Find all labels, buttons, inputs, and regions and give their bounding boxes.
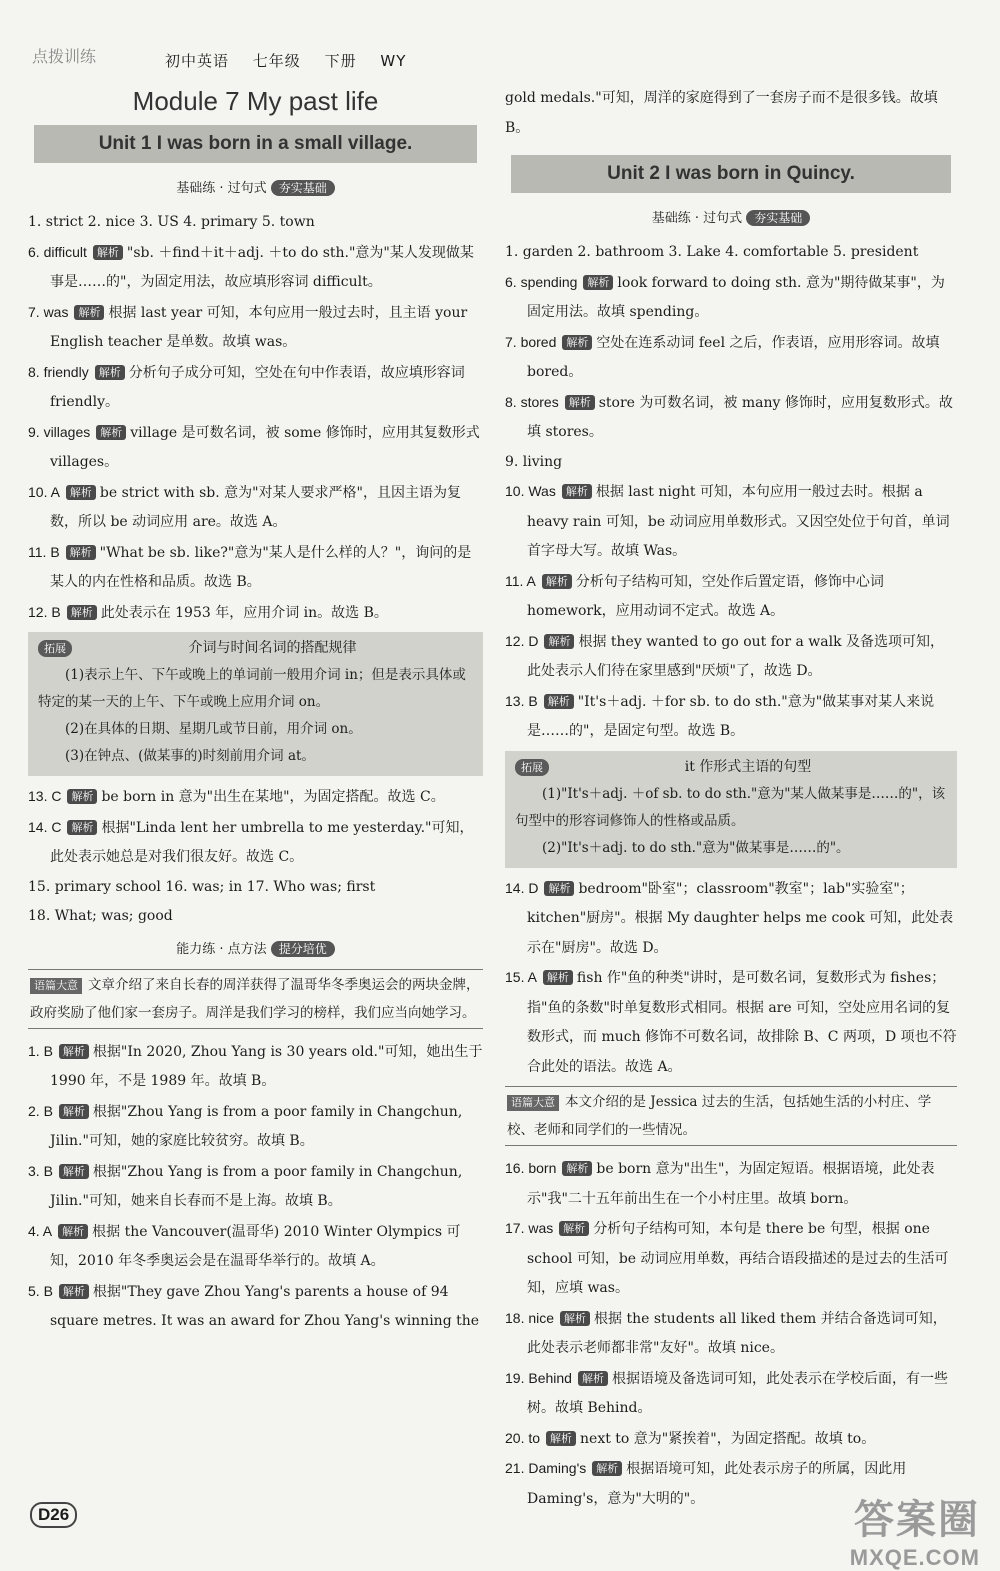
analysis-tag: 解析: [59, 1284, 89, 1299]
answer-item: 18. nice 解析 根据 the students all liked them 并结合备选词可知，此处表示老师都非常"友好"。故填 nice。: [505, 1309, 947, 1356]
analysis-tag: 解析: [583, 275, 613, 290]
analysis-tag: 解析: [544, 634, 574, 649]
analysis-tag: 解析: [562, 335, 592, 350]
analysis-tag: 解析: [66, 485, 96, 500]
answer-item: 17. was 解析 分析句子结构可知，本句是 there be 句型，根据 one school 可知，be 动词应用单数，再结合语段描述的是过去的生活可知，应填 was。: [505, 1220, 949, 1296]
passage-summary: 语篇大意 本文介绍的是 Jessica 过去的生活，包括她生活的小村庄、学校、老师和同学们的一些情况。: [505, 1086, 957, 1146]
analysis-tag: 解析: [59, 1044, 89, 1059]
answer-item: 2. B 解析 根据"Zhou Yang is from a poor family in Changchun, Jilin."可知，她的家庭比较贫穷。故填 B。: [28, 1102, 463, 1149]
analysis-tag: 解析: [58, 1224, 88, 1239]
brand-logo: 点拨训练: [32, 47, 97, 66]
header-book: 初中英语: [165, 52, 230, 70]
answer-item: 11. A 解析 分析句子结构可知，空处作后置定语，修饰中心词 homework，应用动词不定式。故选 A。: [505, 572, 884, 619]
answer-item: 6. difficult 解析 "sb. ＋find＋it＋adj. ＋to do sth."意为"某人发现做某事是……的"，为固定用法，故应填形容词 difficult。: [28, 243, 474, 290]
answer-item: 15. A 解析 fish 作"鱼的种类"讲时，是可数名词，复数形式为 fishes；指"鱼的条数"时单复数形式相同。根据 are 可知，空处应用名词的复数形式，而 much 修饰不可数名词，故排除 B、C 两项，D 项也不符合此处的语法。故选 A。: [505, 969, 957, 1075]
answer-item: 1. B 解析 根据"In 2020, Zhou Yang is 30 years old."可知，她出生于 1990 年，不是 1989 年。故填 B。: [28, 1042, 483, 1089]
section-basic-label: 基础练 · 过句式 夯实基础: [28, 177, 483, 196]
answer-item: 9. villages 解析 village 是可数名词，被 some 修饰时，应用其复数形式 villages。: [28, 423, 480, 470]
answer-item: 21. Daming's 解析 根据语境可知，此处表示房子的所属，因此用 Daming's，意为"大明的"。: [505, 1460, 907, 1507]
tip-title: it 作形式主语的句型: [684, 758, 812, 775]
tip-tag: 拓展: [38, 640, 72, 657]
answer-item: 4. A 解析 根据 the Vancouver(温哥华) 2010 Winter Olympics 可知，2010 年冬季奥运会是在温哥华举行的。故填 A。: [28, 1222, 461, 1269]
passage-summary: 语篇大意 文章介绍了来自长春的周洋获得了温哥华冬季奥运会的两块金牌，政府奖励了他们家一套房子。周洋是我们学习的榜样，我们应当向她学习。: [28, 969, 483, 1029]
answer-line: 15. primary school 16. was; in 17. Who was; first: [28, 878, 376, 895]
analysis-tag: 解析: [59, 1104, 89, 1119]
analysis-tag: 解析: [67, 605, 97, 620]
analysis-tag: 解析: [560, 1311, 590, 1326]
answer-item: 14. C 解析 根据"Linda lent her umbrella to me yesterday."可知，此处表示她总是对我们很友好。故选 C。: [28, 818, 474, 865]
answer-line: 1. strict 2. nice 3. US 4. primary 5. town: [28, 214, 315, 230]
answer-item: 7. was 解析 根据 last year 可知，本句应用一般过去时，且主语 your English teacher 是单数。故填 was。: [28, 303, 468, 350]
analysis-tag: 解析: [67, 820, 97, 835]
analysis-tag: 解析: [578, 1371, 608, 1386]
analysis-tag: 解析: [559, 1221, 589, 1236]
right-column: [505, 84, 957, 1514]
answer-item: 12. B 解析 此处表示在 1953 年，应用介词 in。故选 B。: [28, 603, 388, 621]
analysis-tag: 解析: [543, 970, 573, 985]
section-basic-label: 基础练 · 过句式 夯实基础: [505, 207, 957, 226]
analysis-tag: 解析: [544, 694, 574, 709]
answer-item: 7. bored 解析 空处在连系动词 feel 之后，作表语，应用形容词。故填 bored。: [505, 333, 940, 380]
answer-line: 18. What; was; good: [28, 908, 173, 924]
answer-item: 10. A 解析 be strict with sb. 意为"对某人要求严格"，且因主语为复数，所以 be 动词应用 are。故选 A。: [28, 483, 461, 530]
answer-item: 16. born 解析 be born 意为"出生"，为固定短语。根据语境，此处表示"我"二十五年前出生在一个小村庄里。故填 born。: [505, 1160, 935, 1207]
header-grade: 七年级: [252, 52, 301, 70]
tip-box: 拓展 it 作形式主语的句型 (1)"It's＋adj. ＋of sb. to do sth."意为"某人做某事是……的"，该句型中的形容词修饰人的性格或品质。 (2)"It's＋adj. to do sth."意为"做某事是……的"。: [505, 751, 957, 868]
answer-item: 20. to 解析 next to 意为"紧挨着"，为固定搭配。故填 to。: [505, 1429, 876, 1447]
tip-title: 介词与时间名词的搭配规律: [188, 640, 357, 656]
analysis-tag: 解析: [565, 395, 595, 410]
unit-2-banner: Unit 2 I was born in Quincy.: [511, 155, 951, 193]
analysis-tag: 解析: [592, 1461, 622, 1476]
left-column: [28, 84, 483, 1337]
analysis-tag: 解析: [93, 245, 123, 260]
tip-box: 拓展 介词与时间名词的搭配规律 (1)表示上午、下午或晚上的单词前一般用介词 in；但是表示具体或特定的某一天的上午、下午或晚上应用介词 on。 (2)在具体的日期、星期几或节日前，用介词 on。 (3)在钟点、(做某事的)时刻前用介词 at。: [28, 632, 483, 776]
analysis-tag: 解析: [96, 425, 126, 440]
unit-1-banner: Unit 1 I was born in a small village.: [34, 125, 477, 163]
header-volume: 下册: [324, 52, 357, 70]
answer-item: 13. C 解析 be born in 意为"出生在某地"，为固定搭配。故选 C。: [28, 788, 445, 805]
answer-item: 8. stores 解析 store 为可数名词，被 many 修饰时，应用复数形式。故填 stores。: [505, 393, 953, 440]
header-edition: WY: [380, 52, 407, 70]
analysis-tag: 解析: [546, 1431, 576, 1446]
page-number: D26: [30, 1502, 77, 1528]
analysis-tag: 解析: [66, 545, 96, 560]
answer-line: 9. living: [505, 453, 563, 470]
answer-item: 8. friendly 解析 分析句子成分可知，空处在句中作表语，故应填形容词 friendly。: [28, 363, 465, 410]
analysis-tag: 解析: [544, 881, 574, 896]
answer-item: 19. Behind 解析 根据语境及备选词可知，此处表示在学校后面，有一些树。故填 Behind。: [505, 1369, 948, 1416]
answer-item: 11. B 解析 "What be sb. like?"意为"某人是什么样的人？"，询问的是某人的内在性格和品质。故选 B。: [28, 543, 472, 590]
analysis-tag: 解析: [562, 484, 592, 499]
analysis-tag: 解析: [74, 305, 104, 320]
analysis-tag: 解析: [562, 1161, 592, 1176]
continued-text: gold medals."可知，周洋的家庭得到了一套房子而不是很多钱。故填 B。: [505, 90, 938, 136]
answer-item: 10. Was 解析 根据 last night 可知，本句应用一般过去时。根据 a heavy rain 可知，be 动词应用单数形式。又因空处位于句首，单词首字母大写。故填 Was。: [505, 483, 950, 559]
analysis-tag: 解析: [542, 574, 572, 589]
answer-item: 6. spending 解析 look forward to doing sth. 意为"期待做某事"，为固定用法。故填 spending。: [505, 273, 945, 320]
analysis-tag: 解析: [67, 789, 97, 804]
module-title: Module 7 My past life: [132, 86, 379, 116]
analysis-tag: 解析: [95, 365, 125, 380]
running-header: [165, 50, 424, 71]
answer-item: 12. D 解析 根据 they wanted to go out for a walk 及备选项可知，此处表示人们待在家里感到"厌烦"了，故选 D。: [505, 632, 945, 679]
section-ability-label: 能力练 · 点方法 提分培优: [28, 938, 483, 957]
answer-item: 13. B 解析 "It's＋adj. ＋for sb. to do sth."意为"做某事对某人来说是……的"，是固定句型。故选 B。: [505, 692, 935, 739]
answer-item: 5. B 解析 根据"They gave Zhou Yang's parents a house of 94 square metres. It was an award for Zhou Yang's winning the: [28, 1282, 480, 1329]
watermark: 答案圈 MXQE.COM: [849, 1498, 980, 1570]
answer-item: 3. B 解析 根据"Zhou Yang is from a poor family in Changchun, Jilin."可知，她来自长春而不是上海。故填 B。: [28, 1162, 463, 1209]
answer-line: 1. garden 2. bathroom 3. Lake 4. comfortable 5. president: [505, 244, 919, 260]
answer-item: 14. D 解析 bedroom"卧室"；classroom"教室"；lab"实验室"；kitchen"厨房"。根据 My daughter helps me cook 可知，此处表示在"厨房"。故选 D。: [505, 879, 954, 956]
tip-tag: 拓展: [515, 759, 549, 776]
analysis-tag: 解析: [59, 1164, 89, 1179]
